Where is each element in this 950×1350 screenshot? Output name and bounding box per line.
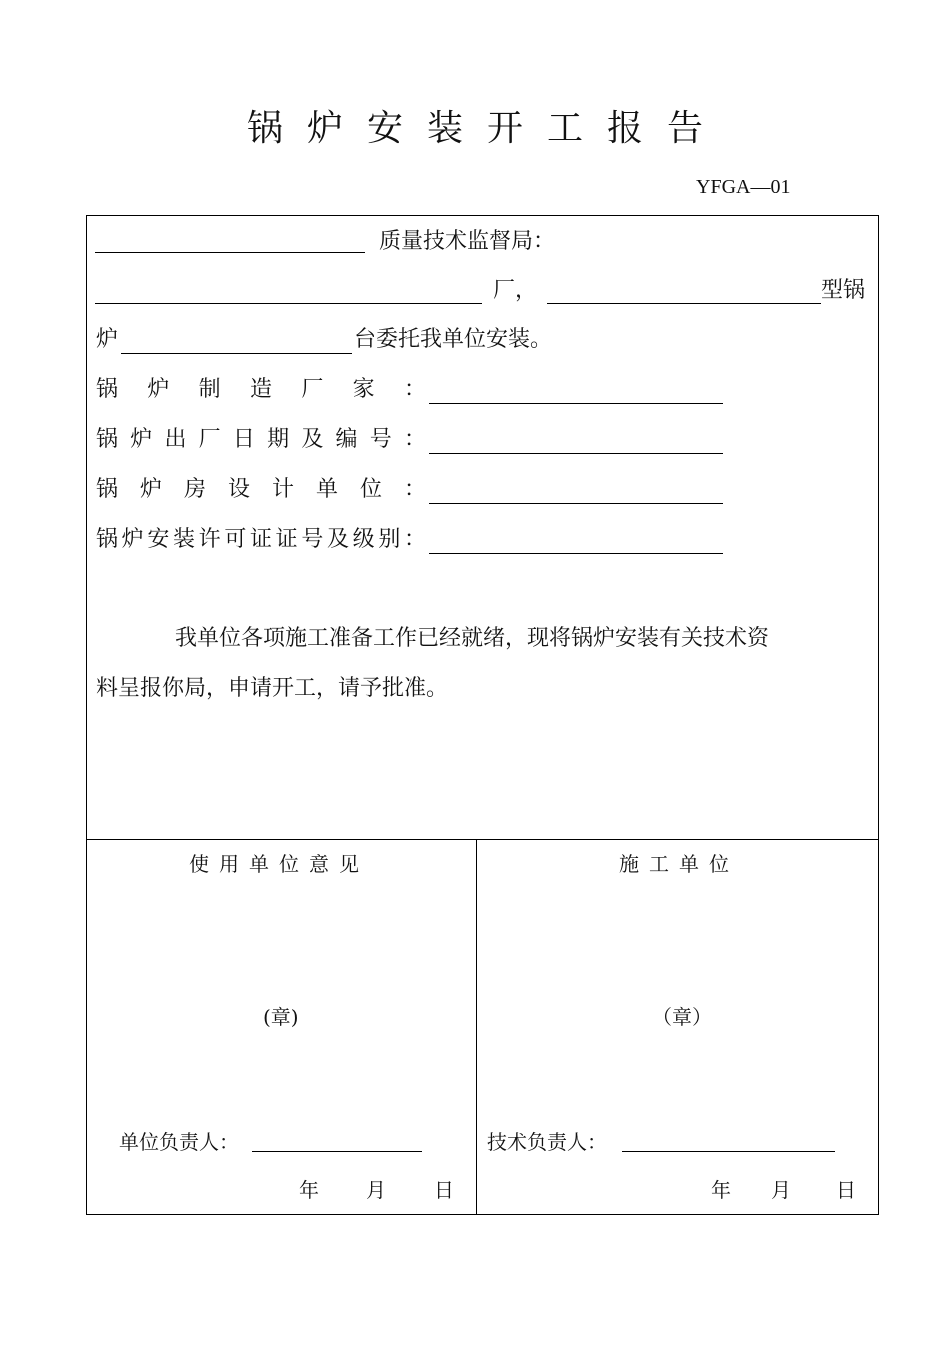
- right-panel-heading: 施工单位: [619, 852, 739, 876]
- page-title: 锅炉安装开工报告: [246, 108, 727, 149]
- left-signer-label: 单位负责人：: [119, 1130, 239, 1154]
- statement-line-1: 我单位各项施工准备工作已经就绪，现将锅炉安装有关技术资: [175, 626, 770, 651]
- date-serial-label: 锅炉出厂日期及编号：: [96, 427, 426, 452]
- right-signer-label: 技术负责人：: [487, 1130, 607, 1154]
- left-seal: (章): [263, 1005, 299, 1029]
- date-serial-field[interactable]: [429, 453, 723, 454]
- left-signer-field[interactable]: [252, 1151, 422, 1152]
- model-blank[interactable]: [547, 303, 821, 304]
- quantity-blank[interactable]: [121, 353, 352, 354]
- form-code: YFGA—01: [696, 176, 791, 198]
- factory-blank[interactable]: [95, 303, 482, 304]
- license-field[interactable]: [429, 553, 723, 554]
- boiler-prefix: 炉: [96, 327, 119, 352]
- addressee-blank[interactable]: [95, 252, 365, 253]
- addressee-suffix: 质量技术监督局：: [379, 229, 556, 254]
- design-unit-label: 锅炉房设计单位：: [96, 477, 426, 502]
- left-month: 月: [366, 1178, 386, 1202]
- right-day: 日: [836, 1178, 856, 1202]
- left-year: 年: [299, 1178, 319, 1202]
- manufacturer-field[interactable]: [429, 403, 723, 404]
- entrust-suffix: 台委托我单位安装。: [354, 327, 553, 352]
- right-seal: （章）: [652, 1005, 712, 1029]
- report-form: [86, 215, 879, 1215]
- right-year: 年: [711, 1178, 731, 1202]
- left-panel-heading: 使用单位意见: [189, 852, 369, 876]
- right-signer-field[interactable]: [622, 1151, 835, 1152]
- design-unit-field[interactable]: [429, 503, 723, 504]
- statement-line-2: 料呈报你局，申请开工，请予批准。: [96, 676, 449, 701]
- column-divider: [476, 839, 477, 1214]
- model-suffix: 型锅: [821, 278, 866, 303]
- manufacturer-label: 锅炉制造厂家：: [96, 377, 426, 402]
- license-label: 锅炉安装许可证证号及级别：: [96, 527, 426, 552]
- factory-suffix: 厂，: [493, 278, 538, 303]
- right-month: 月: [771, 1178, 791, 1202]
- left-day: 日: [434, 1178, 454, 1202]
- section-divider: [87, 839, 878, 840]
